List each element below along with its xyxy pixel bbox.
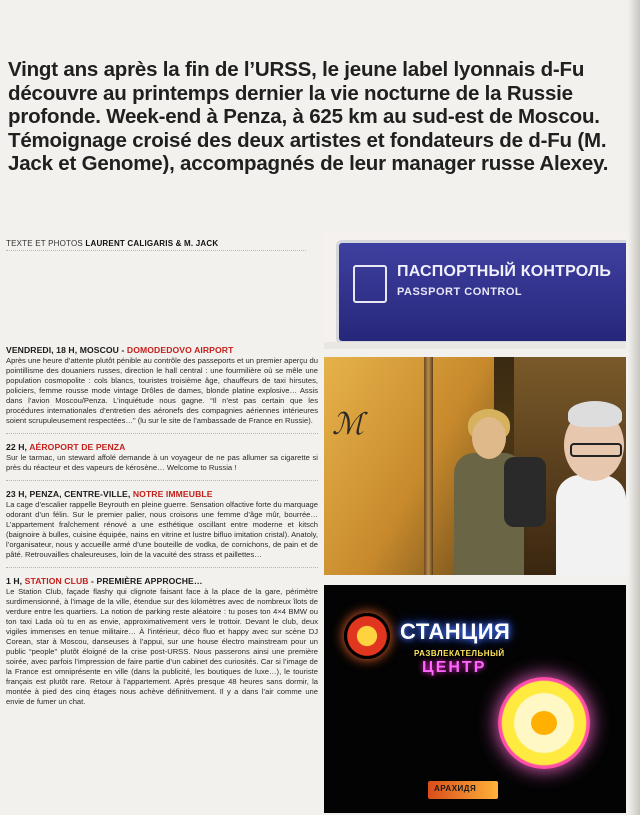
neon-sign-station: СТАНЦИЯ [400, 619, 511, 644]
heading-location: DOMODEDOVO AIRPORT [126, 345, 234, 355]
neon-sign-center: ЦЕНТР [422, 659, 487, 676]
section-penza-airport [6, 441, 318, 473]
heading-location: NOTRE IMMEUBLE [132, 489, 213, 499]
credits-names: LAURENT CALIGARIS & M. JACK [85, 239, 219, 248]
passport-sign-board [336, 240, 626, 344]
heading-location: AÉROPORT DE PENZA [29, 442, 126, 452]
heading-time-place: VENDREDI, 18 H, MOSCOU - [6, 345, 127, 355]
passport-sign-english: PASSPORT CONTROL [397, 286, 523, 298]
article-body-column [6, 344, 318, 714]
heading-time-place: 1 H, [6, 576, 25, 586]
photo-stairwell-people [324, 357, 626, 575]
section-paragraph: Sur le tarmac, un steward affolé demande à un voyageur de ne pas allumer sa cigarette si près du réacteur et des vapeurs de kérosène… Welcome to Russia ! [6, 453, 318, 472]
glasses-icon [570, 443, 622, 457]
section-heading [6, 441, 318, 453]
neon-logo-icon [344, 613, 390, 659]
older-man-body [556, 475, 626, 575]
photo-station-club-neon [324, 585, 626, 813]
heading-time-place: 23 H, PENZA, CENTRE-VILLE, [6, 489, 133, 499]
credits-divider [6, 250, 306, 251]
section-station-club [6, 575, 318, 707]
section-divider [6, 433, 318, 434]
sign-shadow [324, 342, 626, 349]
drain-pipe [424, 357, 433, 575]
section-paragraph: Le Station Club, façade flashy qui clignote faisant face à la place de la gare, périmètre surdimensionné, à l’image de la ville, étendue sur des kilomètres avec de nombreux îlots de verdure entre les quartiers. La notion de parking reste aléatoire : tu poses ton 4×4 BMW ou ton taxi Lada où tu en as envie, approximativement vers le trottoir. Devant le club, deux vigiles immenses en tenue militaire… À l’intérieur, déco fluo et happy avec sur scène DJ Corean, star à Moscou, danseuses à l’appui, sur une house électro mainstream pour un public “people” plutôt éloigné de la crise post-URSS. Nous passerons ainsi une première soirée, avec parfois l’impression de faire partie d’un cabinet des curiosités. Car si l’image de la France est omniprésente en ville (dans la publicité, les boutiques de luxe…), le touriste français est plutôt rare. Retour à l’appartement. Après presque 48 heures sans dormir, la montée à pied des cinq étages nous achève définitivement. Il y a dans l’air comme une envie de fumer un chat. [6, 587, 318, 706]
photo-passport-control-sign [324, 232, 626, 349]
section-heading [6, 575, 318, 587]
credits-label: TEXTE ET PHOTOS [6, 239, 83, 248]
section-divider [6, 480, 318, 481]
section-divider [6, 567, 318, 568]
neon-small-sign-text: АРАХИДЯ [434, 784, 477, 793]
backpack [504, 457, 546, 527]
heading-subtitle: - PREMIÈRE APPROCHE… [88, 576, 203, 586]
section-heading [6, 488, 318, 500]
heading-time-place: 22 H, [6, 442, 30, 452]
article-headline: Vingt ans après la fin de l’URSS, le jeune label lyonnais d-Fu découvre au printemps dernier la vie nocturne de la Russie profonde. Week-end à Penza, à 625 km au sud-est de Moscou. Témoignage croisé des deux artistes et fondateurs de d-Fu (M. Jack et Genome), accompagnés de leur manager russe Alexey. [8, 58, 609, 175]
neon-sign-entertainment: РАЗВЛЕКАТЕЛЬНЫЙ [414, 649, 505, 658]
heading-location: STATION CLUB [24, 576, 89, 586]
passport-sign-russian: ПАСПОРТНЫЙ КОНТРОЛЬ [397, 263, 612, 280]
section-domodedovo [6, 344, 318, 426]
passport-officer-icon [353, 265, 387, 303]
section-penza-building [6, 488, 318, 560]
section-paragraph: Après une heure d’attente plutôt pénible au contrôle des passeports et un premier aperçu du pointillisme des douaniers russes, direction le hall central : une fourmilière où se mêle une population cosmopolite : cols blancs, touristes troisième âge, chauffeurs de taxi hirsutes, policiers, femme rousse mode vintage Drôles de dames, blonde platine explosive… Assis dans l’avion Moscou/Penza. L’inquiétude nous gagne. “Il n’est pas certain que les procédures internationales d’entretien des aéronefs des compagnies aériennes intérieures soient scrupuleusement respectées…” (lu sur le site de l’ambassade de France en Russie). [6, 356, 318, 425]
older-man-hair [568, 401, 622, 427]
section-paragraph: La cage d’escalier rappelle Beyrouth en pleine guerre. Sensation olfactive forte du marquage odorant d’un félin. Sur le premier palier, nous croisons une femme d’âge mûr, bourrée… L’appartement fraîchement rénové a une esthétique oscillant entre moderne et kitsch (baignoire à bulles, cuisine équipée, nains en vitrine et lustre bifluo imitation cristal). Anatoly, l’organisateur, nous y accueille armé d’une bouteille de vodka, de cornichons, de pain et de pâté. Retrouvailles chaleureuses, loin de la vacuité des strass et paillettes… [6, 500, 318, 559]
section-heading [6, 344, 318, 356]
young-man-head [472, 417, 506, 459]
neon-clock-center [531, 711, 557, 735]
credits-line [6, 239, 218, 248]
graffiti-tag: ℳ [332, 407, 365, 442]
